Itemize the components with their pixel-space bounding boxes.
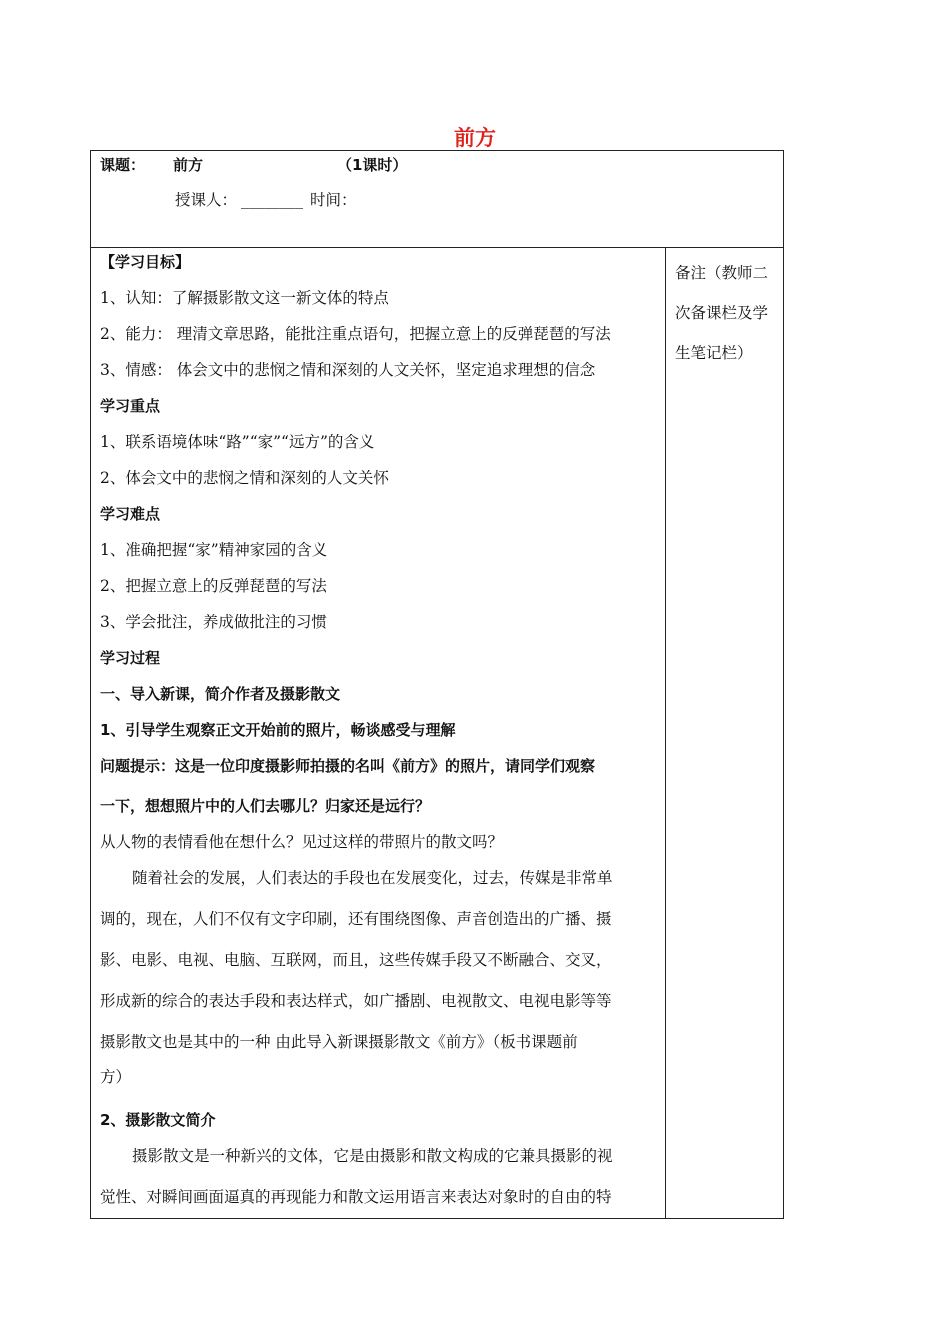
paragraph-line: 影、电影、电视、电脑、互联网，而且，这些传媒手段又不断融合、交叉， — [100, 951, 612, 969]
key-point-item: 2、体会文中的悲悯之情和深刻的人文关怀 — [100, 469, 389, 487]
sidebar-note — [675, 253, 781, 373]
paragraph-line: 调的，现在，人们不仅有文字印刷，还有围绕图像、声音创造出的广播、摄 — [100, 910, 612, 928]
document-title: 前方 — [454, 126, 496, 150]
paragraph-line: 方） — [100, 1068, 132, 1086]
sidebar-note-line: 生笔记栏） — [675, 344, 753, 362]
lesson-table — [90, 150, 784, 1219]
hours-value: （1课时） — [337, 156, 408, 174]
topic-value: 前方 — [173, 156, 204, 174]
difficulty-item: 1、准确把握“家”精神家园的含义 — [100, 541, 328, 559]
paragraph-line: 摄影散文也是其中的一种 由此导入新课摄影散文《前方》（板书课题前 — [100, 1033, 578, 1051]
goal-item: 1、认知：了解摄影散文这一新文体的特点 — [100, 289, 389, 307]
paragraph-line: 随着社会的发展，人们表达的手段也在发展变化，过去，传媒是非常单 — [132, 869, 613, 887]
column-divider — [665, 248, 666, 1218]
prompt-line: 一下，想想照片中的人们去哪儿？归家还是远行？ — [100, 797, 431, 815]
goal-item: 2、能力： 理清文章思路，能批注重点语句，把握立意上的反弹琵琶的写法 — [100, 325, 611, 343]
key-points-heading: 学习重点 — [100, 397, 161, 415]
sidebar-note-line: 次备课栏及学 — [675, 304, 769, 322]
paragraph-line: 形成新的综合的表达手段和表达样式，如广播剧、电视散文、电视电影等等 — [100, 992, 612, 1010]
header-row — [91, 151, 783, 248]
paragraph-line: 觉性、对瞬间画面逼真的再现能力和散文运用语言来表达对象时的自由的特 — [100, 1188, 612, 1206]
topic-label: 课题： — [100, 156, 146, 174]
sidebar-note-line: 备注（教师二 — [675, 264, 769, 282]
difficulty-item: 2、把握立意上的反弹琵琶的写法 — [100, 577, 327, 595]
difficulties-heading: 学习难点 — [100, 505, 161, 523]
step-heading: 1、引导学生观察正文开始前的照片，畅谈感受与理解 — [100, 721, 456, 739]
prompt-line: 问题提示：这是一位印度摄影师拍摄的名叫《前方》的照片，请同学们观察 — [100, 757, 596, 775]
paragraph-line: 摄影散文是一种新兴的文体，它是由摄影和散文构成的它兼具摄影的视 — [132, 1147, 613, 1165]
teacher-blank: ________ — [241, 191, 303, 209]
teacher-label: 授课人： — [175, 191, 238, 209]
process-heading: 学习过程 — [100, 649, 161, 667]
difficulty-item: 3、学会批注，养成做批注的习惯 — [100, 613, 327, 631]
question-line: 从人物的表情看他在想什么？见过这样的带照片的散文吗？ — [100, 833, 504, 851]
time-label: 时间： — [310, 191, 357, 209]
step-heading: 2、摄影散文简介 — [100, 1111, 216, 1129]
goal-item: 3、情感： 体会文中的悲悯之情和深刻的人文关怀，坚定追求理想的信念 — [100, 361, 596, 379]
section-heading: 一、导入新课，简介作者及摄影散文 — [100, 685, 341, 703]
key-point-item: 1、联系语境体味“路”“家”“远方”的含义 — [100, 433, 375, 451]
goals-heading: 【学习目标】 — [100, 253, 191, 271]
